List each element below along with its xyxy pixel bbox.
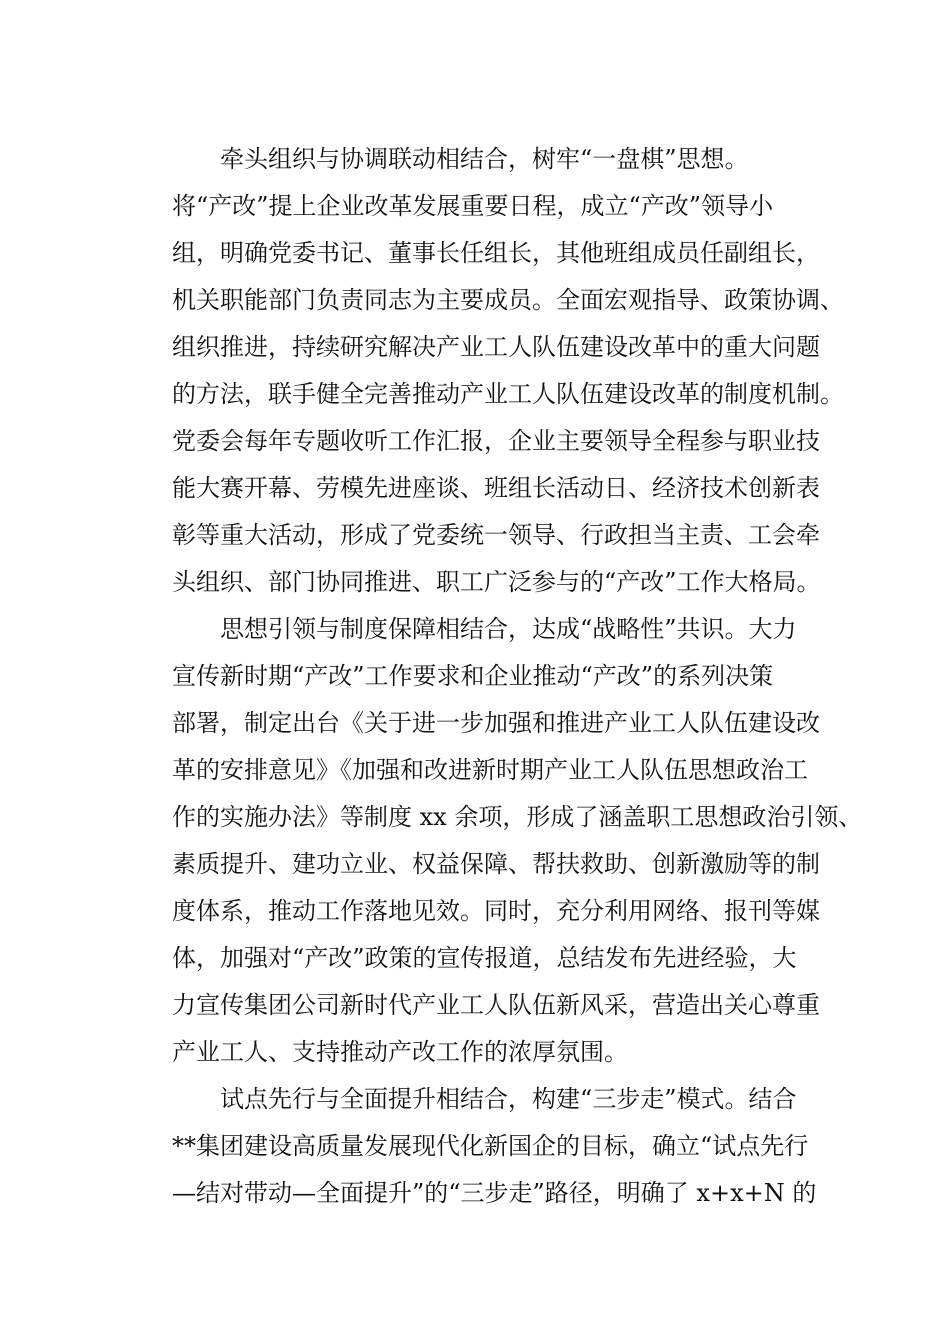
paragraph-pilot-promotion [172, 1076, 832, 1217]
paragraph-line: 将“产改”提上企业改革发展重要日程，成立“产改”领导小 [172, 192, 774, 220]
paragraph-line: 力宣传集团公司新时代产业工人队伍新风采，营造出关心尊重 [172, 991, 820, 1019]
paragraph-line: 彰等重大活动，形成了党委统一领导、行政担当主责、工会牵 [172, 521, 820, 549]
paragraph-line: —结对带动—全面提升”的“三步走”路径，明确了 x+x+N 的 [172, 1179, 817, 1207]
paragraph-line: 组，明确党委书记、董事长任组长，其他班组成员任副组长， [172, 239, 820, 267]
paragraph-ideological-guidance [172, 606, 863, 1076]
paragraph-line: 的方法，联手健全完善推动产业工人队伍建设改革的制度机制。 [172, 380, 844, 408]
paragraph-line: **集团建设高质量发展现代化新国企的目标，确立“试点先行 [172, 1132, 809, 1160]
paragraph-line: 头组织、部门协同推进、职工广泛参与的“产改”工作大格局。 [172, 568, 821, 596]
paragraph-line: 牵头组织与协调联动相结合，树牢“一盘棋”思想。 [220, 145, 749, 173]
paragraph-leadership-coordination [172, 136, 844, 606]
paragraph-line: 党委会每年专题收听工作汇报，企业主要领导全程参与职业技 [172, 427, 820, 455]
paragraph-line: 试点先行与全面提升相结合，构建“三步走”模式。结合 [220, 1085, 797, 1113]
paragraph-line: 思想引领与制度保障相结合，达成“战略性”共识。大力 [220, 615, 797, 643]
paragraph-line: 机关职能部门负责同志为主要成员。全面宏观指导、政策协调、 [172, 286, 844, 314]
paragraph-line: 宣传新时期“产改”工作要求和企业推动“产改”的系列决策 [172, 662, 774, 690]
paragraph-line: 体，加强对“产改”政策的宣传报道，总结发布先进经验，大 [172, 944, 797, 972]
paragraph-line: 度体系，推动工作落地见效。同时，充分利用网络、报刊等媒 [172, 897, 820, 925]
paragraph-line: 产业工人、支持推动产改工作的浓厚氛围。 [172, 1038, 628, 1066]
paragraph-line: 组织推进，持续研究解决产业工人队伍建设改革中的重大问题 [172, 333, 820, 361]
document-body [172, 136, 863, 1217]
paragraph-line: 作的实施办法》等制度 xx 余项，形成了涵盖职工思想政治引领、 [172, 803, 863, 831]
paragraph-line: 能大赛开幕、劳模先进座谈、班组长活动日、经济技术创新表 [172, 474, 820, 502]
paragraph-line: 素质提升、建功立业、权益保障、帮扶救助、创新激励等的制 [172, 850, 820, 878]
paragraph-line: 革的安排意见》《加强和改进新时期产业工人队伍思想政治工 [172, 756, 808, 784]
paragraph-line: 部署，制定出台《关于进一步加强和推进产业工人队伍建设改 [172, 709, 820, 737]
